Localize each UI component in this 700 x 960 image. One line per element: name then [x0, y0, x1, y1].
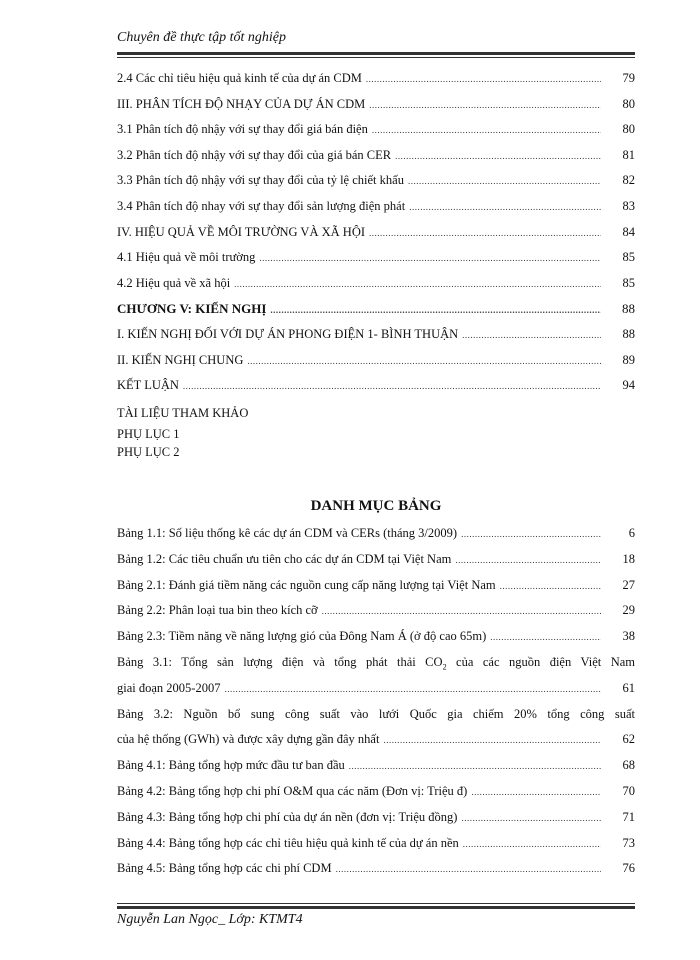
leader-dots	[372, 118, 601, 144]
table-entry-text: Bảng 3.1: Tổng sản lượng điện và tổng phát thải CO	[117, 654, 443, 669]
toc-entry-page: 88	[622, 301, 635, 317]
leader-dots	[463, 832, 601, 858]
table-entry[interactable]	[117, 573, 635, 599]
toc-entry[interactable]	[117, 143, 635, 169]
table-entry-page: 27	[622, 577, 635, 592]
table-entry-text: Bảng 1.2: Các tiêu chuẩn ưu tiên cho các dự án CDM tại Việt Nam	[117, 551, 452, 566]
table-entry-page: 29	[622, 603, 635, 618]
page-footer-author: Nguyễn Lan Ngọc_ Lớp: KTMT4	[117, 912, 303, 927]
table-entry-text: Bảng 4.4: Bảng tổng hợp các chỉ tiêu hiệu quả kinh tế của dự án nền	[117, 835, 459, 850]
table-entry-page: 18	[622, 551, 635, 566]
toc-appendix-2[interactable]: PHỤ LỤC 2	[117, 444, 180, 459]
table-entry-3-2-line1[interactable]: Bảng 3.2: Nguồn bổ sung công suất vào lưới Quốc gia chiếm 20% tổng công suất	[117, 706, 635, 721]
table-entry[interactable]	[117, 598, 635, 624]
table-entry[interactable]	[117, 831, 635, 857]
toc-entry-page: 79	[622, 71, 635, 85]
toc-entry-page: 85	[622, 250, 635, 265]
toc-entry-page: 80	[622, 96, 635, 111]
leader-dots	[395, 144, 601, 170]
leader-dots	[461, 522, 601, 548]
toc-appendix-1[interactable]: PHỤ LỤC 1	[117, 426, 180, 441]
leader-dots	[409, 195, 601, 221]
leader-dots	[270, 298, 601, 324]
toc-entry-text: 3.1 Phân tích độ nhậy với sự thay đổi giá bán điện	[117, 122, 368, 137]
toc-entry[interactable]	[117, 245, 635, 271]
table-entry-3-2-line2[interactable]	[117, 727, 635, 753]
toc-entry-text: 3.3 Phân tích độ nhậy với sự thay đổi của tỷ lệ chiết khấu	[117, 173, 404, 188]
toc-entry-text: CHƯƠNG V: KIẾN NGHỊ	[117, 301, 267, 317]
toc-entry-text: 3.2 Phân tích độ nhậy với sự thay đổi của giá bán CER	[117, 147, 392, 162]
table-entry[interactable]	[117, 753, 635, 779]
table-entry-text: Bảng 1.1: Số liệu thống kê các dự án CDM và CERs (tháng 3/2009)	[117, 526, 458, 540]
table-entry-text: Bảng 4.3: Bảng tổng hợp chi phí của dự án nền (đơn vị: Triệu đồng)	[117, 809, 458, 824]
table-entry-page: 76	[622, 861, 635, 876]
table-entry-text: Bảng 4.1: Bảng tổng hợp mức đầu tư ban đầu	[117, 758, 345, 773]
footer-rule	[117, 906, 635, 909]
header-rule-thin	[117, 57, 635, 58]
table-entry[interactable]	[117, 779, 635, 805]
leader-dots	[369, 93, 601, 119]
toc-entry[interactable]	[117, 168, 635, 194]
table-entry-page: 73	[622, 835, 635, 850]
toc-entry[interactable]	[117, 348, 635, 374]
toc-entry[interactable]	[117, 92, 635, 118]
table-entry-text: của hệ thống (GWh) và được xây dựng gần đây nhất	[117, 732, 380, 747]
toc-entry-text: I. KIẾN NGHỊ ĐỐI VỚI DỰ ÁN PHONG ĐIỆN 1- BÌNH THUẬN	[117, 326, 459, 341]
toc-entry-page: 83	[622, 198, 635, 213]
toc-entry-text: IV. HIỆU QUẢ VỀ MÔI TRƯỜNG VÀ XÃ HỘI	[117, 224, 366, 239]
leader-dots	[500, 574, 601, 600]
page-header-title: Chuyên đề thực tập tốt nghiệp	[117, 30, 286, 45]
leader-dots	[383, 728, 601, 754]
list-of-tables	[117, 521, 635, 882]
toc-entry-page: 88	[622, 326, 635, 341]
toc-entry[interactable]	[117, 322, 635, 348]
toc-entry-text: 4.2 Hiệu quả về xã hội	[117, 275, 231, 290]
table-entry-text: Bảng 2.1: Đánh giá tiềm năng các nguồn cung cấp năng lượng tại Việt Nam	[117, 577, 496, 592]
table-entry-text: Bảng 4.2: Bảng tổng hợp chi phí O&M qua các năm (Đơn vị: Triệu đ)	[117, 783, 468, 798]
table-entry[interactable]	[117, 805, 635, 831]
toc-entry[interactable]	[117, 117, 635, 143]
leader-dots	[462, 323, 601, 349]
toc-entry-page: 84	[622, 224, 635, 239]
leader-dots	[461, 806, 601, 832]
table-entry-page: 62	[622, 732, 635, 747]
table-entry-3-1-line2[interactable]	[117, 676, 635, 702]
toc-entry-page: 89	[622, 352, 635, 367]
toc-entry-text: 3.4 Phân tích độ nhay với sự thay đổi sản lượng điện phát	[117, 198, 406, 213]
leader-dots	[322, 599, 601, 625]
table-entry-text: của các nguồn điện Việt Nam	[446, 654, 635, 669]
footer-rule-thin	[117, 903, 635, 904]
leader-dots	[455, 548, 601, 574]
toc-entry[interactable]	[117, 271, 635, 297]
table-entry[interactable]	[117, 521, 635, 547]
toc-entry-page: 94	[622, 378, 635, 393]
toc-entry-page: 85	[622, 275, 635, 290]
table-entry-text: Bảng 4.5: Bảng tổng hợp các chi phí CDM	[117, 861, 332, 876]
leader-dots	[259, 246, 601, 272]
toc-entry[interactable]	[117, 373, 635, 399]
toc-entry-text: III. PHÂN TÍCH ĐỘ NHẠY CỦA DỰ ÁN CDM	[117, 96, 366, 111]
leader-dots	[369, 221, 601, 247]
table-entry-3-1-line1[interactable]	[117, 650, 635, 676]
table-entry-page: 38	[622, 629, 635, 644]
table-entry[interactable]	[117, 547, 635, 573]
leader-dots	[349, 754, 601, 780]
subscript: 2	[442, 662, 447, 672]
leader-dots	[366, 67, 601, 93]
toc-entry-page: 82	[622, 173, 635, 188]
leader-dots	[224, 677, 601, 703]
table-entry-page: 61	[622, 680, 635, 695]
table-entry-text: giai đoạn 2005-2007	[117, 680, 221, 695]
table-entry-text: Bảng 2.2: Phân loại tua bin theo kích cỡ	[117, 603, 318, 618]
toc-chapter-entry[interactable]	[117, 296, 635, 322]
toc-entry-text: II. KIẾN NGHỊ CHUNG	[117, 352, 244, 367]
toc-entry-text: 4.1 Hiệu quả về môi trường	[117, 250, 256, 265]
table-entry-page: 6	[628, 526, 635, 540]
toc-entry-text: 2.4 Các chỉ tiêu hiệu quả kinh tế của dự án CDM	[117, 71, 362, 85]
table-entry-page: 68	[622, 758, 635, 773]
leader-dots	[247, 349, 601, 375]
table-entry[interactable]	[117, 624, 635, 650]
toc-entry-page: 80	[622, 122, 635, 137]
table-entry[interactable]	[117, 856, 635, 882]
table-entry-page: 71	[622, 809, 635, 824]
toc-entry-page: 81	[622, 147, 635, 162]
table-of-contents	[117, 66, 635, 461]
leader-dots	[471, 780, 601, 806]
tables-list-title: DANH MỤC BẢNG	[310, 498, 442, 514]
table-entry-page: 70	[622, 783, 635, 798]
leader-dots	[183, 374, 601, 400]
leader-dots	[408, 169, 601, 195]
leader-dots	[336, 857, 601, 883]
table-entry-text: Bảng 2.3: Tiềm năng về năng lượng gió của Đông Nam Á (ở độ cao 65m)	[117, 629, 487, 644]
toc-entry[interactable]	[117, 220, 635, 246]
toc-references[interactable]: TÀI LIỆU THAM KHẢO	[117, 405, 249, 420]
toc-entry[interactable]	[117, 194, 635, 220]
leader-dots	[234, 272, 601, 298]
leader-dots	[490, 625, 601, 651]
toc-entry-text: KẾT LUẬN	[117, 378, 179, 393]
toc-entry[interactable]	[117, 66, 635, 92]
header-rule	[117, 52, 635, 55]
